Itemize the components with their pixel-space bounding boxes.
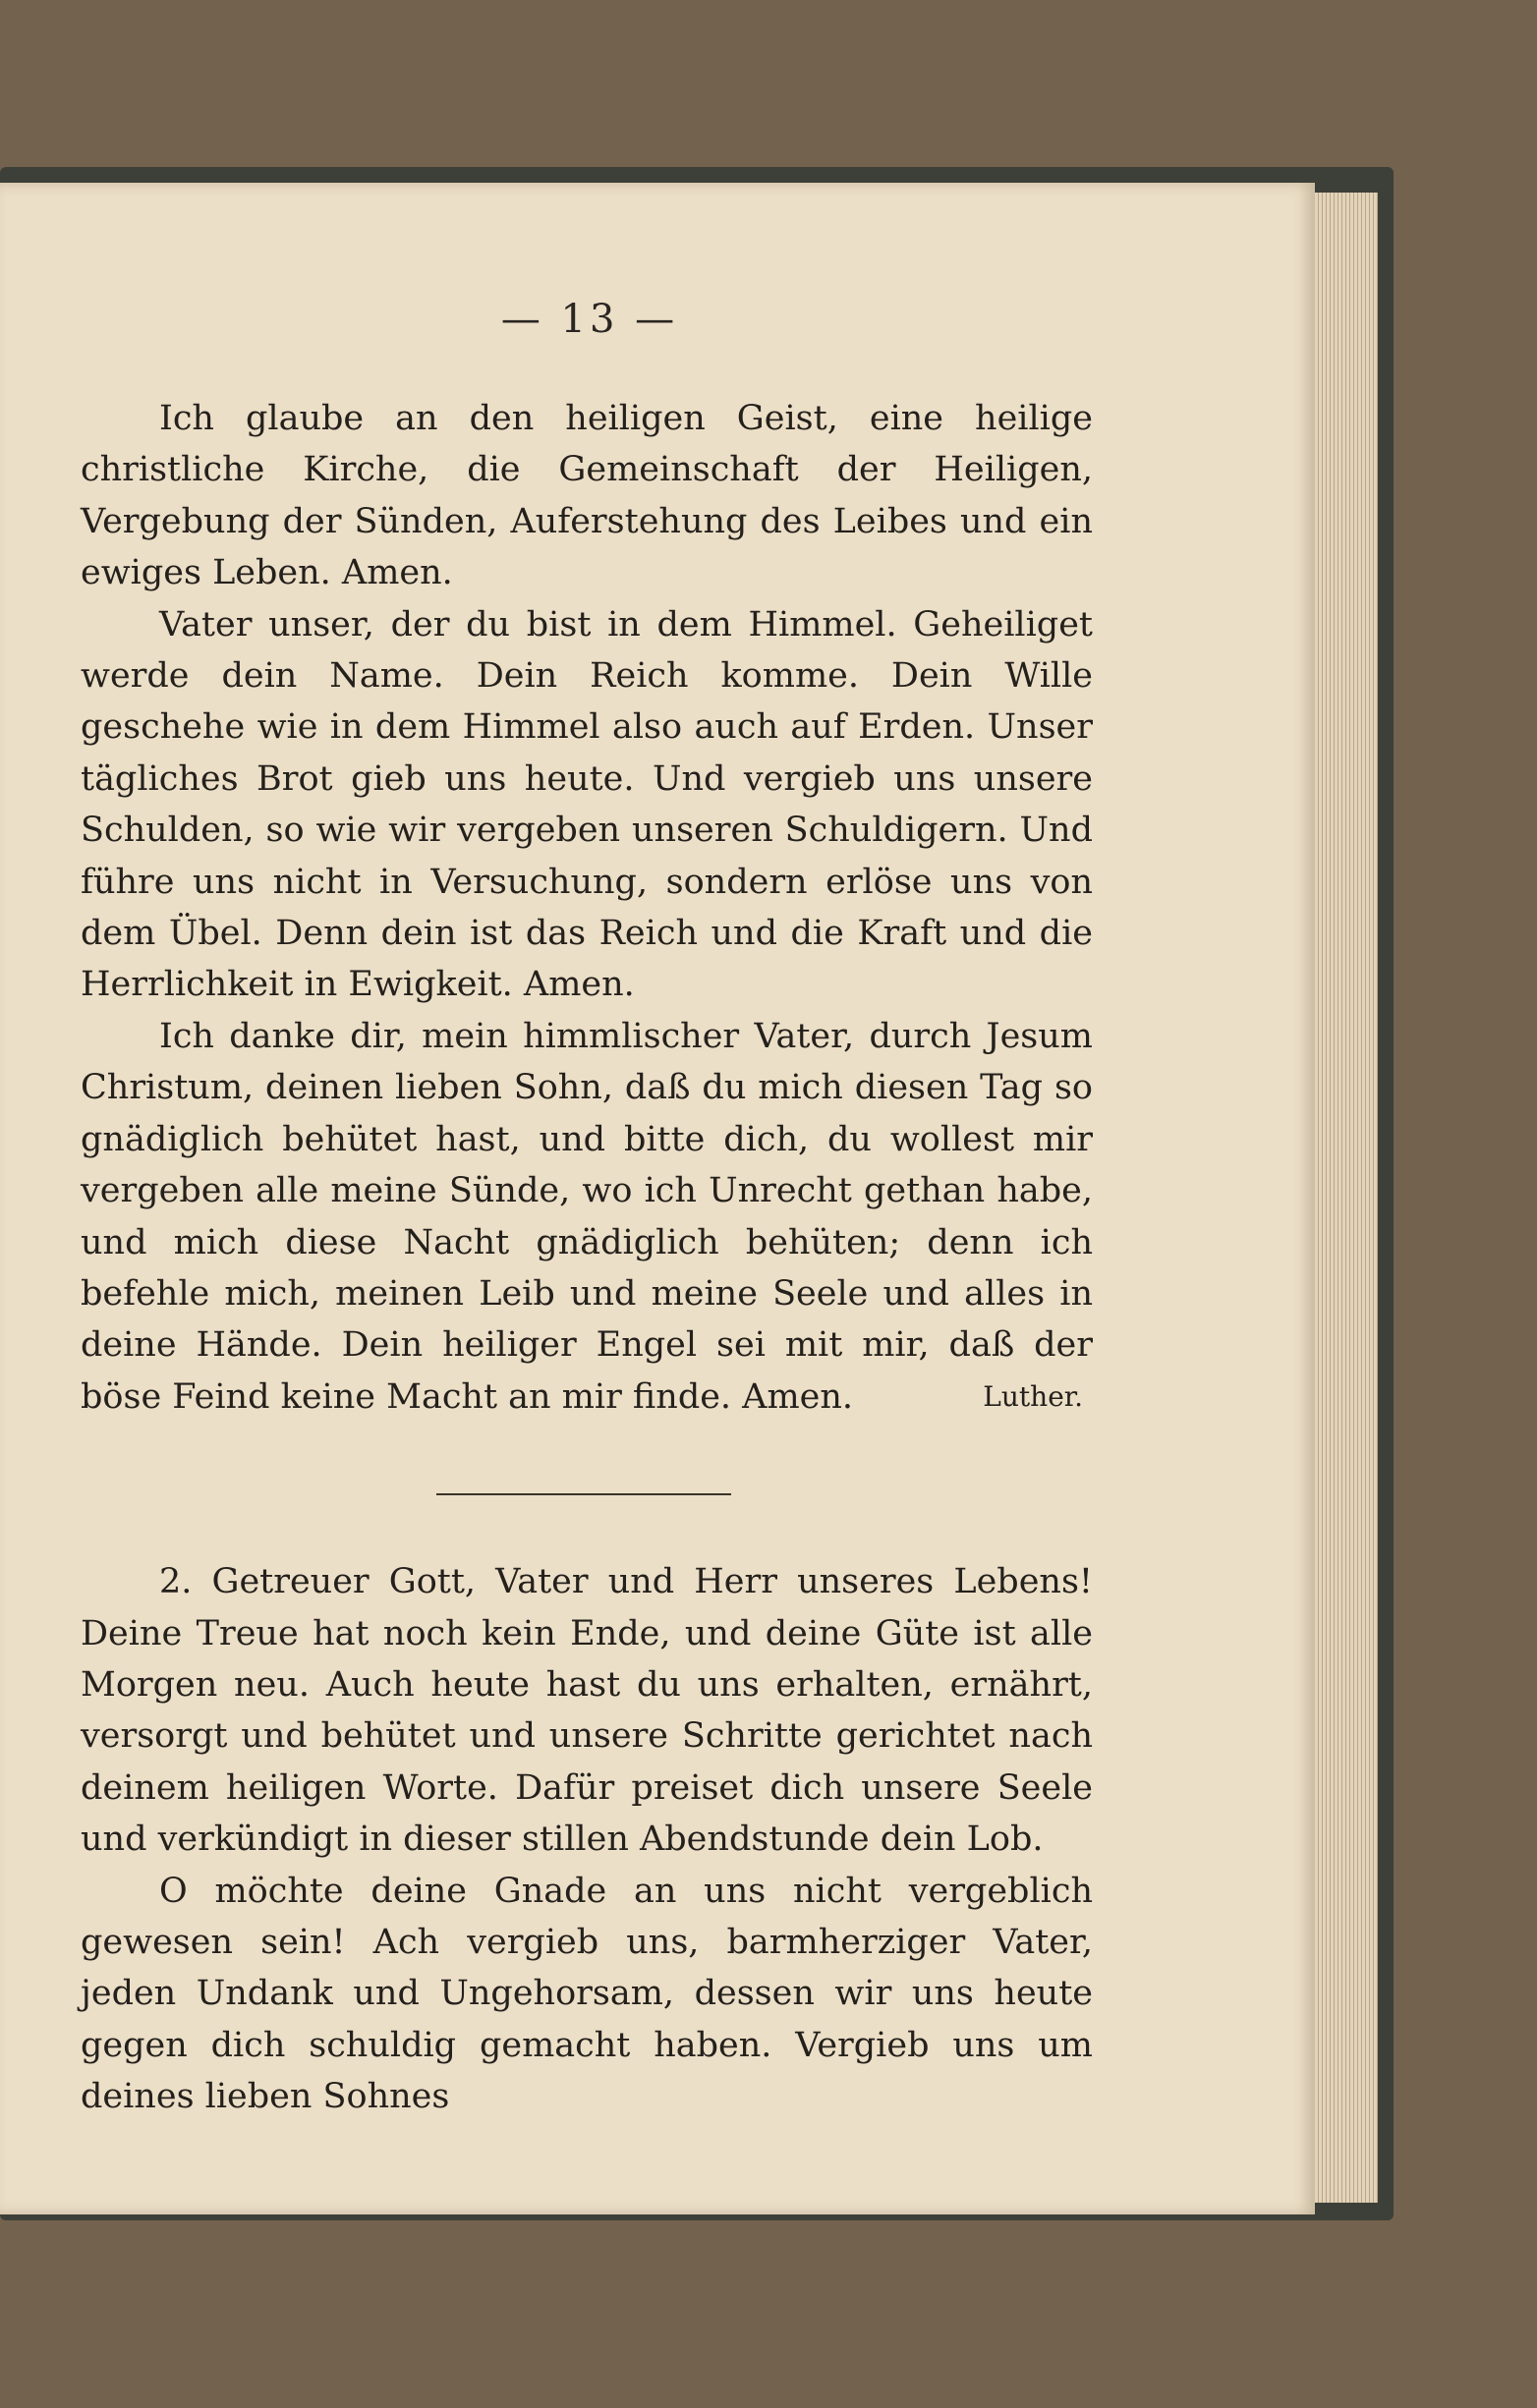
prayer-2 [81, 1556, 1093, 2122]
evening-prayer-paragraph [81, 1011, 1093, 1423]
page-number: — 13 — [500, 297, 679, 342]
page-text [81, 393, 1093, 2123]
section-divider [436, 1493, 731, 1495]
prayer-2-paragraph-1: 2. Getreuer Gott, Vater und Herr unseres Lebens! Deine Treue hat noch kein Ende, und deine Güte ist alle Morgen neu. Auch heute hast du uns erhalten, ernährt, versorgt und behütet und unsere Schritte gerichtet nach deinem heiligen Worte. Dafür preiset dich unsere Seele und verkündigt in dieser stillen Abendstunde dein Lob. [81, 1562, 1093, 1860]
lords-prayer-paragraph: Vater unser, der du bist in dem Himmel. Geheiliget werde dein Name. Dein Reich komme. Dein Wille geschehe wie in dem Himmel also auch auf Erden. Unser tägliches Brot gieb uns heute. Und vergieb uns unsere Schulden, so wie wir vergeben unseren Schuldigern. Und führe uns nicht in Versuchung, sondern erlöse uns von dem Übel. Denn dein ist das Reich und die Kraft und die Herrlichkeit in Ewigkeit. Amen. [81, 604, 1093, 1005]
prayer-1 [81, 393, 1093, 1423]
creed-paragraph: Ich glaube an den heiligen Geist, eine heilige christliche Kirche, die Gemeinschaft der Heiligen, Vergebung der Sünden, Auferstehung des Leibes und ein ewiges Leben. Amen. [81, 399, 1093, 593]
attribution: Luther. [983, 1379, 1083, 1413]
prayer-2-paragraph-2: O möchte deine Gnade an uns nicht vergeblich gewesen sein! Ach vergieb uns, barmherziger Vater, jeden Undank und Ungehorsam, dessen wir uns heute gegen dich schuldig gemacht haben. Vergieb uns um deines lieben Sohnes [81, 1871, 1093, 2117]
evening-prayer-text: Ich danke dir, mein himmlischer Vater, durch Jesum Christum, deinen lieben Sohn, daß du mich diesen Tag so gnädiglich behütet hast, und bitte dich, du wollest mir vergeben alle meine Sünde, wo ich Unrecht gethan habe, und mich diese Nacht gnädiglich behüten; denn ich befehle mich, meinen Leib und meine Seele und alles in deine Hände. Dein heiliger Engel sei mit mir, daß der böse Feind keine Macht an mir finde. Amen. [81, 1016, 1093, 1417]
